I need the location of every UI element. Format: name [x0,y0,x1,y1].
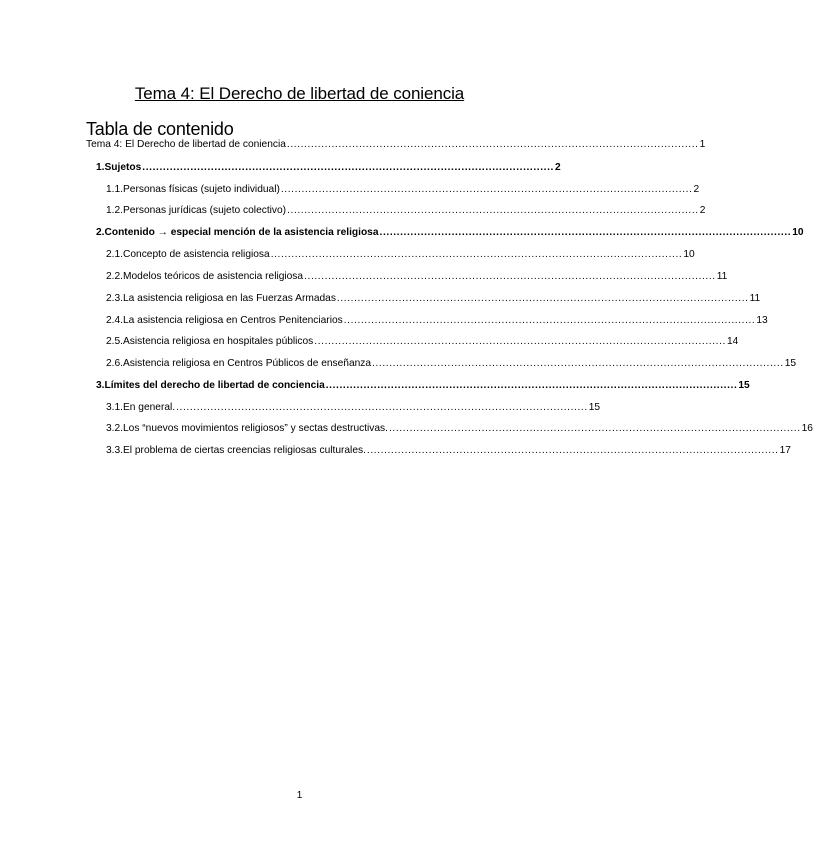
toc-entry-number: 3.1. [106,402,123,413]
toc-leader-dots: ........................................................................................................................ [287,205,699,216]
toc-entry-number: 2.2. [106,271,123,282]
toc-leader-dots: ........................................................................................................................ [286,139,699,150]
toc-entry-text: Personas jurídicas (sujeto colectivo) [123,205,287,216]
toc-leader-dots: ........................................................................................................................ [304,271,716,282]
toc-entry-page: 15 [738,380,750,391]
toc-entry-number: 2.5. [106,336,123,347]
toc-entry-text: Personas físicas (sujeto individual) [123,184,280,195]
toc-entry-text: La asistencia religiosa en las Fuerzas Armadas [123,293,336,304]
toc-entry-section-2-3[interactable] [106,292,761,306]
toc-leader-dots: ........................................................................................................................ [280,184,693,195]
toc-entry-page: 10 [792,227,804,238]
toc-entry-section-2-5[interactable] [106,335,739,349]
toc-entry-section-2-2[interactable] [106,270,728,284]
toc-entry-number: 1. [96,162,105,173]
toc-entry-page: 2 [699,205,706,216]
toc-entry-text: En general. [123,402,176,413]
toc-entry-number: 3.2. [106,423,123,434]
toc-entry-section-2[interactable] [96,226,804,240]
toc-entry-section-3-2[interactable] [106,422,813,436]
toc-entry-number: 1.2. [106,205,123,216]
toc-entry-text: La asistencia religiosa en Centros Penitenciarios [123,315,343,326]
toc-entry-section-2-1[interactable] [106,248,695,262]
toc-entry-text: Límites del derecho de libertad de conciencia [104,380,325,391]
toc-entry-page: 2 [693,184,700,195]
toc-entry-text: Concepto de asistencia religiosa [123,249,270,260]
toc-entry-page: 1 [699,139,706,150]
toc-entry-text: Asistencia religiosa en hospitales públicos [123,336,314,347]
toc-leader-dots: ........................................................................................................................ [270,249,683,260]
toc-entry-page: 16 [801,423,813,434]
toc-entry-section-2-6[interactable] [106,357,797,371]
toc-entry-number: 2.3. [106,293,123,304]
toc-entry-section-1[interactable] [96,161,561,175]
toc-entry-number: 3.3. [106,445,123,456]
toc-entry-text: Los “nuevos movimientos religiosos” y sectas destructivas. [123,423,388,434]
toc-entry-number: 2. [96,227,105,238]
toc-entry-page: 11 [716,271,728,282]
page-number: 1 [296,790,303,801]
document-title: Tema 4: El Derecho de libertad de coniencia [134,84,465,103]
toc-leader-dots: ........................................................................................................................ [142,162,554,173]
toc-entry-number: 2.1. [106,249,123,260]
toc-entry-page: 17 [779,445,791,456]
toc-leader-dots: ........................................................................................................................ [325,380,738,391]
toc-leader-dots: ........................................................................................................................ [379,227,792,238]
toc-entry-page: 15 [784,358,797,369]
toc-entry-section-3[interactable] [96,379,750,393]
toc-leader-dots: ........................................................................................................................ [388,423,801,434]
toc-entry-page: 14 [726,336,739,347]
toc-entry-number: 3. [96,380,105,391]
toc-leader-dots: ........................................................................................................................ [372,358,784,369]
toc-entry-text: El problema de ciertas creencias religiosas culturales. [123,445,366,456]
toc-entry-number: 2.6. [106,358,123,369]
toc-entry-section-2-4[interactable] [106,314,768,328]
toc-entry-text: Tema 4: El Derecho de libertad de coniencia [86,139,286,150]
toc-entry-page: 11 [749,293,761,304]
toc-entry-page: 10 [683,249,695,260]
toc-entry-number: 1.1. [106,184,123,195]
toc-entry-title[interactable] [86,138,706,152]
toc-leader-dots: ........................................................................................................................ [366,445,779,456]
toc-entry-number: 2.4. [106,315,123,326]
toc-heading: Tabla de contenido [86,119,234,139]
toc-entry-page: 15 [588,402,601,413]
toc-entry-page: 13 [756,315,768,326]
toc-leader-dots: ........................................................................................................................ [314,336,726,347]
toc-entry-section-3-1[interactable] [106,401,601,415]
toc-entry-text: Sujetos [104,162,142,173]
toc-entry-page: 2 [554,162,561,173]
toc-entry-section-1-1[interactable] [106,183,700,197]
toc-entry-text: Contenido → especial mención de la asistencia religiosa [104,227,379,238]
toc-entry-text: Asistencia religiosa en Centros Públicos de enseñanza [123,358,372,369]
toc-entry-section-3-3[interactable] [106,444,791,458]
toc-entry-text: Modelos teóricos de asistencia religiosa [123,271,304,282]
toc-entry-section-1-2[interactable] [106,204,706,218]
toc-leader-dots: ........................................................................................................................ [176,402,588,413]
toc-leader-dots: ........................................................................................................................ [343,315,756,326]
toc-leader-dots: ........................................................................................................................ [336,293,749,304]
